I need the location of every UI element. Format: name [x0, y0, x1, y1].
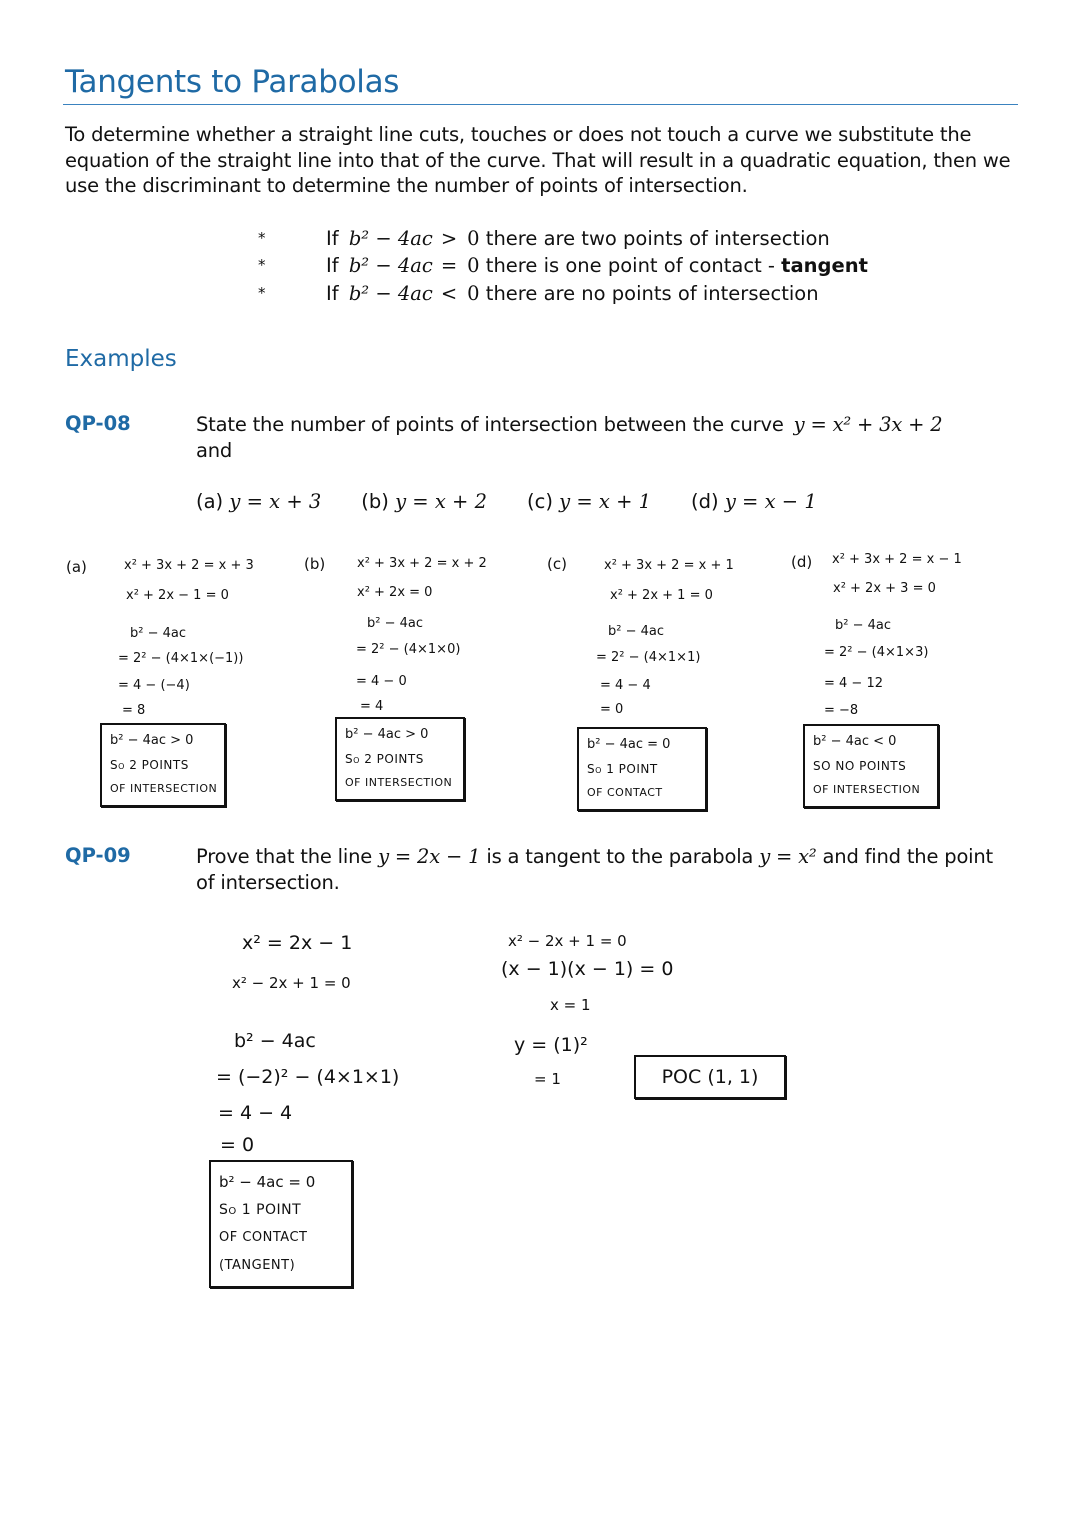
solution-a-line: = 8: [122, 703, 146, 718]
solution-a-line: = 4 − (−4): [118, 678, 190, 693]
rule-prefix: If: [326, 226, 345, 250]
solution-b-line: x² + 3x + 2 = x + 2: [357, 556, 487, 571]
solution-c-line: = 0: [600, 702, 624, 717]
parabola-equation: y = x²: [759, 845, 817, 868]
rule-prefix: If: [326, 253, 345, 277]
rule-two-points: [258, 224, 830, 252]
box-line: OF CONTACT: [219, 1230, 308, 1245]
qp09-conclusion-box: [209, 1160, 353, 1288]
box-line: b² − 4ac = 0: [587, 737, 671, 752]
rule-prefix: If: [326, 281, 345, 305]
bullet-marker: *: [258, 229, 266, 247]
qp09-working-line: x² = 2x − 1: [242, 932, 353, 954]
part-label: (a): [196, 490, 224, 513]
curve-equation: y = x² + 3x + 2: [793, 413, 943, 436]
qp09-working-line: b² − 4ac: [234, 1030, 316, 1052]
question-end: and: [196, 438, 233, 462]
box-line: OF INTERSECTION: [813, 783, 921, 796]
qp09-solve-line: (x − 1)(x − 1) = 0: [501, 958, 674, 980]
box-line: OF INTERSECTION: [110, 782, 218, 795]
box-line: So 2 POINTS: [345, 752, 424, 766]
rule-operator: <: [440, 281, 458, 305]
solution-a-line: = 2² − (4×1×(−1)): [118, 651, 244, 666]
solution-d-line: b² − 4ac: [835, 618, 892, 633]
box-line: b² − 4ac > 0: [345, 727, 429, 742]
part-equation: y = x + 3: [229, 490, 322, 513]
solution-a-line: x² + 2x − 1 = 0: [126, 588, 229, 603]
solution-b-line: x² + 2x = 0: [357, 585, 433, 600]
solution-c-line: = 2² − (4×1×1): [596, 650, 701, 665]
discriminant-expr: b² − 4ac: [348, 253, 433, 277]
qp09-working-line: x² − 2x + 1 = 0: [232, 974, 351, 992]
rule-no-points: [258, 279, 819, 307]
solution-d-label: (d): [791, 553, 813, 571]
box-line: b² − 4ac > 0: [110, 733, 194, 748]
part-d: [691, 490, 817, 513]
solution-b-line: = 4: [360, 699, 384, 714]
part-c: [527, 490, 651, 513]
rule-value: 0: [467, 226, 480, 250]
question-text-qp09: [196, 844, 1016, 895]
bullet-marker: *: [258, 256, 266, 274]
solution-c-line: = 4 − 4: [600, 678, 651, 693]
rule-text: there are two points of intersection: [479, 226, 830, 250]
line-equation: y = 2x − 1: [378, 845, 481, 868]
solution-d-line: = 4 − 12: [824, 676, 883, 691]
solution-a-line: b² − 4ac: [130, 626, 187, 641]
bullet-marker: *: [258, 284, 266, 302]
question-label-qp08: QP-08: [65, 412, 131, 435]
discriminant-expr: b² − 4ac: [348, 281, 433, 305]
box-line: OF INTERSECTION: [345, 776, 453, 789]
box-line: OF CONTACT: [587, 786, 663, 799]
box-line: b² − 4ac < 0: [813, 734, 897, 749]
question-parts: [196, 490, 857, 513]
part-a: [196, 490, 321, 513]
part-label: (b): [361, 490, 389, 513]
solution-c-line: x² + 3x + 2 = x + 1: [604, 558, 734, 573]
solution-a-line: x² + 3x + 2 = x + 3: [124, 558, 254, 573]
question-part: and find the point of intersection.: [196, 845, 993, 894]
qp09-solve-line: y = (1)²: [514, 1034, 588, 1056]
box-line: (TANGENT): [219, 1258, 296, 1273]
rule-text: there is one point of contact -: [479, 253, 782, 277]
box-line: SO NO POINTS: [813, 759, 907, 773]
solution-d-line: = −8: [824, 703, 859, 718]
part-label: (d): [691, 490, 719, 513]
discriminant-expr: b² − 4ac: [348, 226, 433, 250]
solution-b-conclusion-box: [335, 717, 465, 801]
qp09-working-line: = 0: [220, 1134, 255, 1156]
solution-c-label: (c): [547, 555, 567, 573]
part-label: (c): [526, 490, 553, 513]
part-equation: y = x − 1: [724, 490, 817, 513]
solution-a-label: (a): [66, 558, 87, 576]
solution-b-line: = 2² − (4×1×0): [356, 642, 461, 657]
box-line: So 2 POINTS: [110, 758, 189, 772]
rule-value: 0: [467, 253, 480, 277]
solution-c-line: x² + 2x + 1 = 0: [610, 588, 713, 603]
solution-a-conclusion-box: [100, 723, 226, 807]
qp09-solve-line: x = 1: [550, 996, 591, 1014]
rule-text: there are no points of intersection: [479, 281, 819, 305]
point-of-contact: POC (1, 1): [661, 1066, 759, 1088]
box-line: So 1 POINT: [219, 1202, 302, 1218]
box-line: So 1 POINT: [587, 762, 658, 776]
question-text-qp08: [196, 412, 1016, 463]
solution-c-line: b² − 4ac: [608, 624, 665, 639]
rule-operator: =: [440, 253, 458, 277]
rule-tangent: [258, 251, 868, 279]
qp09-working-line: = 4 − 4: [218, 1102, 293, 1124]
solution-d-conclusion-box: [803, 724, 939, 808]
intro-paragraph: To determine whether a straight line cuts, touches or does not touch a curve we substitute the equation of the straight line into that of the curve. That will result in a quadratic equation, then we use the discriminant to determine the number of points of intersection.: [65, 123, 1011, 197]
solution-d-line: x² + 2x + 3 = 0: [833, 581, 936, 596]
question-label-qp09: QP-09: [65, 844, 131, 867]
box-line: b² − 4ac = 0: [219, 1173, 316, 1191]
solution-b-line: b² − 4ac: [367, 616, 424, 631]
solution-b-label: (b): [304, 555, 326, 573]
rule-value: 0: [467, 281, 480, 305]
page-title: Tangents to Parabolas: [65, 64, 400, 100]
part-b: [361, 490, 487, 513]
question-part: is a tangent to the parabola: [480, 845, 760, 868]
solution-d-line: x² + 3x + 2 = x − 1: [832, 552, 962, 567]
solution-b-line: = 4 − 0: [356, 674, 407, 689]
point-of-contact-box: [634, 1055, 786, 1099]
qp09-solve-line: = 1: [534, 1070, 561, 1088]
solution-d-line: = 2² − (4×1×3): [824, 645, 929, 660]
part-equation: y = x + 2: [395, 490, 487, 513]
qp09-solve-line: x² − 2x + 1 = 0: [508, 932, 627, 950]
rule-operator: >: [440, 226, 458, 250]
section-heading-examples: Examples: [65, 346, 177, 372]
qp09-working-line: = (−2)² − (4×1×1): [216, 1066, 400, 1088]
question-body: State the number of points of intersection between the curve: [196, 413, 784, 436]
part-equation: y = x + 1: [559, 490, 652, 513]
question-part: Prove that the line: [196, 845, 379, 868]
title-divider: [63, 104, 1018, 105]
tangent-keyword: tangent: [781, 253, 868, 277]
solution-c-conclusion-box: [577, 727, 707, 811]
